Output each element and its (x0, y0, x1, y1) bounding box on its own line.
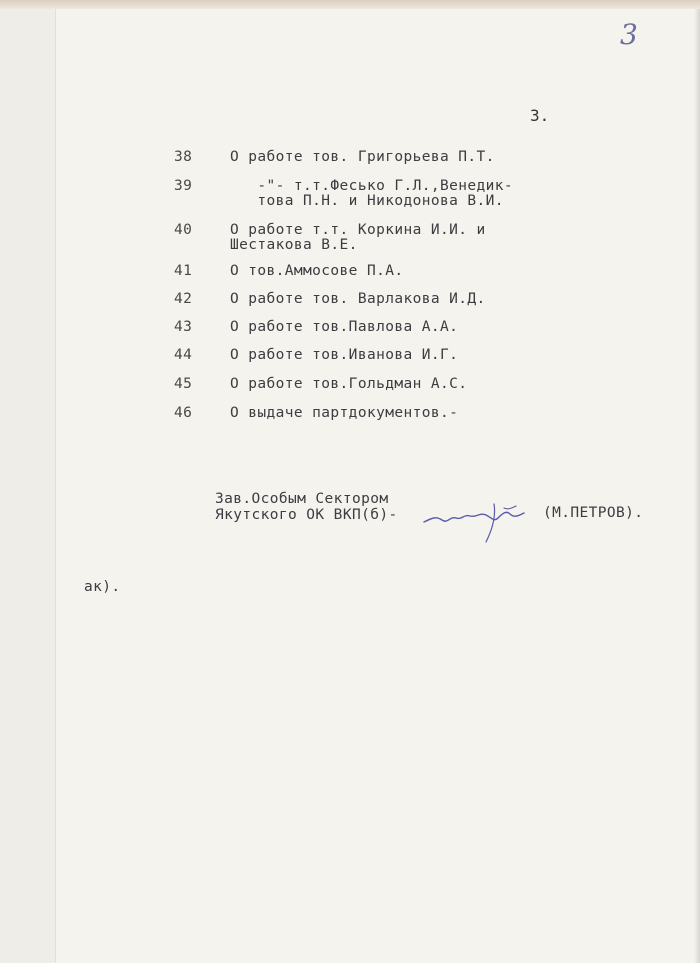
agenda-item-text: О тов.Аммосове П.А. (230, 263, 404, 279)
handwritten-signature (420, 496, 540, 546)
signatory-name: (М.ПЕТРОВ). (543, 505, 644, 521)
agenda-item (174, 320, 458, 335)
agenda-item-text: О работе тов.Гольдман А.С. (230, 376, 468, 392)
signatory-title: Зав.Особым Сектором Якутского ОК ВКП(б)- (215, 491, 398, 523)
page-number: 3. (530, 106, 550, 125)
agenda-item-text: О работе тов.Иванова И.Г. (230, 347, 459, 363)
paper-left-margin-strip (0, 9, 56, 963)
paper-top-edge (0, 0, 700, 9)
agenda-item-number: 38 (174, 149, 193, 165)
folio-number: 3 (620, 18, 638, 51)
agenda-item-text: О работе тов. Варлакова И.Д. (230, 291, 486, 307)
agenda-item-number: 39 (174, 178, 193, 194)
agenda-item-number: 41 (174, 263, 193, 279)
agenda-item-text: О работе т.т. Коркина И.И. и Шестакова В.Е. (230, 222, 486, 253)
agenda-item-text: -"- т.т.Фесько Г.Л.,Венедик- това П.Н. и Никодонова В.И. (257, 178, 514, 209)
paper-right-edge (694, 9, 700, 963)
agenda-item-number: 46 (174, 405, 193, 421)
agenda-item-number: 40 (174, 222, 193, 238)
agenda-item (174, 292, 486, 307)
agenda-item-number: 43 (174, 319, 193, 335)
text-fragment: ак). (84, 579, 121, 595)
agenda-item (174, 377, 467, 392)
agenda-item (174, 348, 458, 363)
agenda-item-text: О работе тов. Григорьева П.Т. (230, 149, 495, 165)
agenda-item-number: 45 (174, 376, 193, 392)
agenda-item (174, 223, 486, 253)
agenda-item (174, 179, 513, 209)
agenda-item-number: 42 (174, 291, 193, 307)
agenda-item (174, 264, 403, 279)
agenda-item-text: О работе тов.Павлова А.А. (230, 319, 459, 335)
agenda-item-text: О выдаче партдокументов.- (230, 405, 459, 421)
agenda-item (174, 406, 458, 421)
agenda-item-number: 44 (174, 347, 193, 363)
agenda-item (174, 150, 495, 165)
